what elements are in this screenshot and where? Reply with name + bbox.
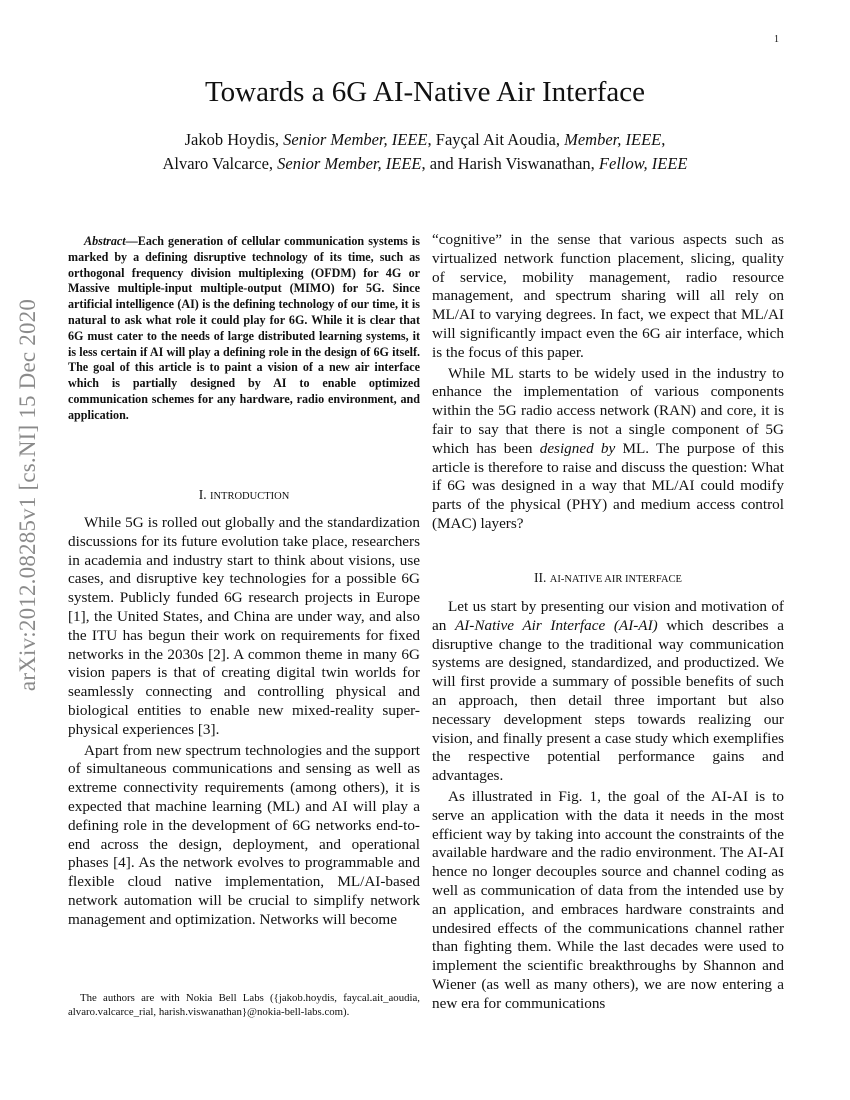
paragraph: [432, 365, 784, 534]
paragraph: [432, 598, 784, 786]
paragraph: While 5G is rolled out globally and the standardization discussions for its future evolution take place, researchers in academia and industry start to think about visions, use cases, and disruptive key technologies for a possible 6G system. Publicly funded 6G research projects in Europe [1], the United States, and China are under way, and also the ITU has begun their work on requirements for fixed networks in the 2030s [2]. A common theme in many 6G vision papers is that of creating digital twin worlds for seamlessly connecting and controlling physical and biological entities to enable new mixed-reality super-physical experiences [3].: [68, 514, 420, 738]
emphasis: AI-Native Air Interface (AI-AI): [454, 616, 658, 634]
paragraph-text: While ML starts to be widely used in the industry to enhance the implementation of various components within the 5G radio access network (RAN) and core, it is fair to say that there is not a single component of 5G which has been: [432, 364, 784, 457]
paragraph-text: ML. The purpose of this article is therefore to raise and discuss the question: What if 6G was designed in a way that ML/AI could modify parts of the physical (PHY) and medium access control (MAC) layers?: [432, 439, 785, 532]
paper-title: Towards a 6G AI-Native Air Interface: [204, 76, 646, 108]
author-affiliation: Fellow, IEEE: [598, 154, 688, 173]
paragraph-text: Let us start by presenting our vision and motivation of an: [432, 598, 784, 634]
paragraph: Apart from new spectrum technologies and the support of simultaneous communications and sensing as well as extreme connectivity requirements (among others), it is expected that machine learning (ML) and AI will play a defining role in the development of 6G networks end-to-end across the design, deployment, and operational phases [4]. As the network evolves to programmable and flexible cloud native implementation, ML/AI-based network automation will be crucial to simplify network management and optimization. Networks will become: [68, 741, 420, 928]
footnote: The authors are with Nokia Bell Labs ({jakob.hoydis, faycal.ait_aoudia, alvaro.valcarce_rial, harish.viswanathan}@nokia-bell-labs.com).: [68, 992, 420, 1018]
section-number: I.: [198, 487, 207, 502]
paragraph: As illustrated in Fig. 1, the goal of the AI-AI is to serve an application with the data it needs in the most efficient way by taking into account the constraints of the available hardware and the radio environment. The AI-AI hence no longer decouples source and channel coding as well as communication of data from the intended use by an application, and embraces hardware constraints and undesired effects of the communications channel rather than fighting them. While the last decades were used to implement the scientific breakthroughs by Shannon and Wiener (as well as many others), we are now entering a new era for communications: [432, 787, 784, 1012]
author-name: Jakob Hoydis,: [184, 130, 280, 149]
left-column-body: [68, 514, 420, 930]
author-separator: ,: [661, 130, 666, 149]
abstract-text: —Each generation of cellular communication systems is marked by a defining disruptive technology of its time, such as orthogonal frequency division multiplexing (OFDM) for 4G or Massive multiple-input multiple-output (MIMO) for 5G. Since artificial intelligence (AI) is the defining technology of our time, it is natural to ask what role it could play for 6G. While it is clear that 6G must cater to the needs of large distributed learning systems, it is less certain if AI will play a defining role in the design of 6G itself. The goal of this article is to paint a vision of a new air interface which is partially designed by AI to enable optimized communication schemes for any hardware, radio environment, and application.: [68, 234, 420, 422]
author-affiliation: Member, IEEE: [564, 130, 662, 149]
author-line-2: [60, 152, 790, 176]
arxiv-identifier: [10, 295, 46, 695]
section-number: II.: [534, 570, 547, 585]
right-column-body-top: [432, 231, 784, 534]
author-affiliation: Senior Member, IEEE: [277, 154, 422, 173]
right-column-body-bottom: [432, 598, 784, 1014]
page-number: 1: [774, 34, 779, 45]
abstract: [68, 234, 420, 424]
author-name: , and Harish Viswanathan,: [421, 154, 595, 173]
author-affiliation: Senior Member, IEEE: [283, 130, 428, 149]
paragraph-text: which describes a disruptive change to the traditional way communication systems are designed, standardized, and productized. We will first provide a summary of possible benefits of such an approach, then detail three important but also necessary development steps towards realizing our vision, and finally present a case study which exemplifies the respective potential performance gains and advantages.: [432, 616, 784, 785]
section-heading-ai-native-air-interface: [432, 570, 784, 586]
section-title: INTRODUCTION: [209, 491, 290, 502]
section-heading-introduction: [68, 487, 420, 503]
emphasis: designed by: [539, 439, 616, 457]
paragraph-continued: “cognitive” in the sense that various aspects such as virtualized network function placement, slicing, quality of service, mobility management, radio resource management, and spectrum sharing will all rely on ML/AI to varying degrees. In fact, we expect that ML/AI will significantly impact even the 6G air interface, which is the focus of this paper.: [432, 231, 784, 361]
author-list: [60, 128, 790, 176]
author-line-1: [60, 128, 790, 152]
arxiv-identifier-text: arXiv:2012.08285v1 [cs.NI] 15 Dec 2020: [15, 298, 41, 692]
author-name: , Fayçal Ait Aoudia,: [427, 130, 560, 149]
abstract-label: Abstract: [84, 234, 126, 248]
author-name: Alvaro Valcarce,: [162, 154, 274, 173]
section-title: AI-NATIVE AIR INTERFACE: [549, 574, 682, 585]
